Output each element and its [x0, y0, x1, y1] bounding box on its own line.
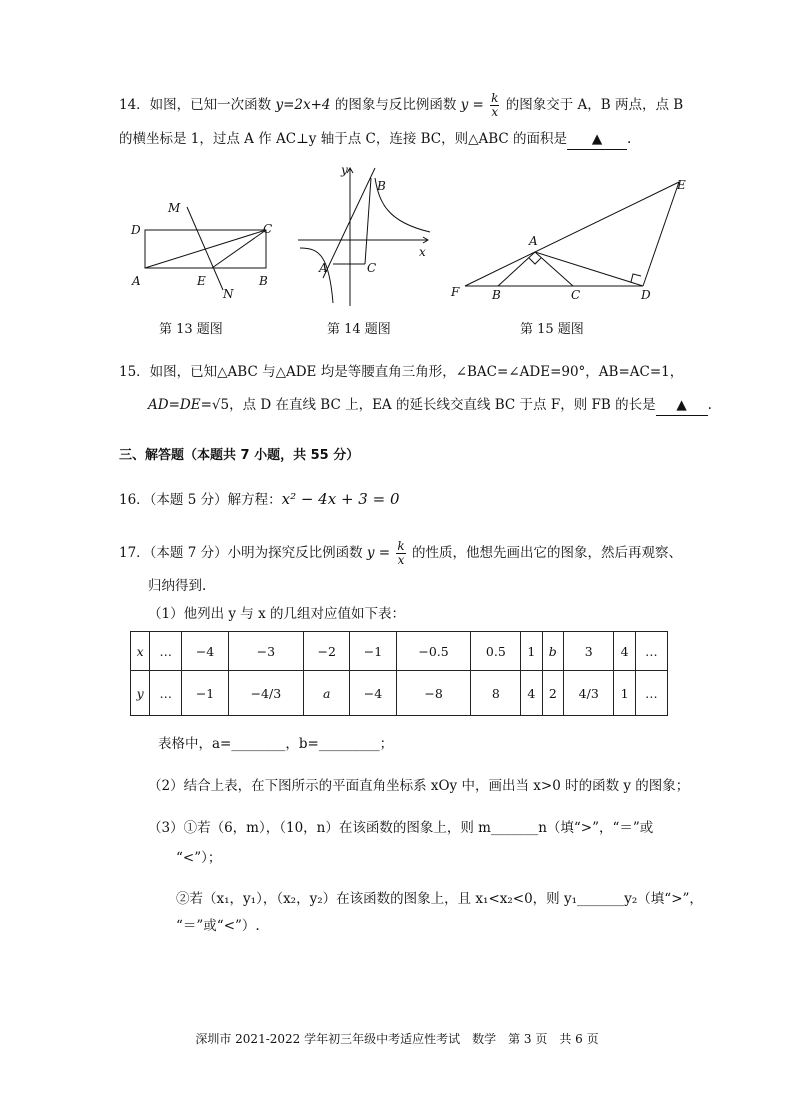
table-cell: −4/3	[228, 671, 303, 716]
table-cell: −4	[182, 632, 228, 671]
q15-sqrt5: √5	[211, 397, 230, 413]
fig13-label-e: E	[197, 274, 206, 288]
fig13-label-d: D	[131, 223, 141, 237]
q14-text-line2: 的横坐标是 1，过点 A 作 AC⊥y 轴于点 C，连接 BC，则△ABC 的面积是	[119, 131, 568, 147]
fig14-label-b: B	[377, 179, 386, 193]
fig13-caption: 第 13 题图	[159, 322, 223, 337]
q17-text-a: 17．（本题 7 分）小明为探究反比例函数	[119, 545, 367, 561]
table-cell: …	[635, 671, 667, 716]
fig13-label-m: M	[168, 201, 181, 215]
figure-15	[445, 172, 695, 307]
fig14-segment-bc	[365, 178, 371, 264]
table-cell: −1	[350, 632, 396, 671]
q14-line1	[119, 92, 683, 119]
fig13-segment-ec	[212, 230, 266, 268]
table-cell: −1	[182, 671, 228, 716]
q15-text-b: ，点 D 在直线 BC 上，EA 的延长线交直线 BC 于点 F，则 FB 的长是	[229, 397, 656, 413]
q17-part1: （1）他列出 y 与 x 的几组对应值如下表：	[148, 606, 405, 622]
q14-frac-num: k	[491, 91, 499, 105]
q16-equation: x² − 4x + 3 = 0	[281, 490, 400, 508]
table-cell: …	[635, 632, 667, 671]
table-cell: 2	[542, 671, 563, 716]
q17-part3-line3: ②若（x₁，y₁），（x₂，y₂）在该函数的图象上，且 x₁<x₂<0，则 y₁_______y₂（填“>”，	[176, 891, 703, 907]
fig15-right-angle-a	[529, 258, 541, 264]
q17-frac-den: x	[397, 553, 405, 567]
q15-line2	[148, 395, 712, 416]
fig14-label-y: y	[341, 163, 348, 177]
q17-part2: （2）结合上表，在下图所示的平面直角坐标系 xOy 中，画出当 x>0 时的函数 y 的图象；	[148, 778, 690, 794]
q14-line2	[119, 129, 631, 150]
section-3-title: 三、解答题（本题共 7 小题，共 55 分）	[119, 448, 360, 463]
q14-end: .	[627, 131, 632, 147]
figure-13	[125, 195, 285, 305]
fig14-label-x: x	[419, 245, 426, 259]
q15-answer-blank[interactable]	[656, 395, 708, 416]
q17-fraction-k-over-x	[396, 540, 405, 567]
q14-text-a: 14．如图，已知一次函数	[119, 97, 276, 113]
table-cell: 8	[471, 671, 521, 716]
q15-line1: 15．如图，已知△ABC 与△ADE 均是等腰直角三角形，∠BAC=∠ADE=90°，AB=AC=1，	[119, 364, 684, 380]
table-cell: x	[131, 632, 150, 671]
table-cell: …	[150, 671, 182, 716]
fig15-caption: 第 15 题图	[520, 322, 584, 337]
q17-ab-blanks: 表格中，a=________，b=_________；	[158, 736, 394, 752]
table-cell: 4/3	[564, 671, 614, 716]
q17-part3-line4: “＝”或“<”）.	[176, 918, 260, 934]
q14-y-eq: y =	[460, 97, 484, 113]
q17-frac-num: k	[397, 539, 405, 553]
fig15-label-e: E	[677, 178, 686, 192]
table-row-y	[131, 671, 668, 716]
fig13-label-c: C	[263, 222, 273, 236]
table-cell: 1	[614, 671, 635, 716]
table-cell: −0.5	[396, 632, 471, 671]
q16-prefix: 16．（本题 5 分）解方程：	[119, 492, 282, 508]
fig15-label-c: C	[571, 288, 581, 302]
fig15-segment-ab	[498, 252, 535, 286]
table-cell: 4	[614, 632, 635, 671]
q17-line2: 归纳得到.	[148, 578, 207, 594]
q17-part3-line1: （3）①若（6，m），（10，n）在该函数的图象上，则 m_______n（填“>”，“＝”或	[148, 820, 654, 836]
blank-triangle-icon: ▲	[676, 397, 687, 413]
fig15-label-d: D	[641, 288, 651, 302]
fig15-line-fe	[465, 182, 679, 286]
q15-end: .	[707, 397, 712, 413]
q17-text-b: 的性质，他想先画出它的图象，然后再观察、	[407, 545, 682, 561]
table-row-x	[131, 632, 668, 671]
q14-text-c: 的图象与反比例函数	[330, 97, 461, 113]
fig13-label-b: B	[259, 274, 268, 288]
q14-answer-blank[interactable]	[567, 129, 627, 150]
q15-ad-de: AD=DE=	[148, 397, 212, 413]
fig15-label-f: F	[451, 285, 460, 299]
table-cell: −8	[396, 671, 471, 716]
table-cell: −4	[350, 671, 396, 716]
table-cell: −3	[228, 632, 303, 671]
fig14-label-c: C	[367, 261, 377, 275]
fig15-label-a: A	[529, 234, 538, 248]
blank-triangle-icon: ▲	[591, 131, 603, 147]
fig13-label-n: N	[223, 287, 234, 301]
q17-y-eq: y =	[366, 545, 391, 561]
fig15-label-b: B	[492, 288, 501, 302]
fig15-segment-ac	[535, 252, 573, 286]
table-cell: 0.5	[471, 632, 521, 671]
fig15-segment-ad	[535, 252, 643, 286]
table-cell: −2	[304, 632, 350, 671]
q17-part3-line2: “<”）；	[176, 850, 222, 866]
figure-14	[295, 160, 440, 310]
q17-value-table	[130, 631, 668, 716]
q14-fraction-k-over-x	[490, 92, 499, 119]
q14-linear-function: y=2x+4	[275, 97, 331, 113]
q16-line	[119, 489, 400, 510]
table-cell: 1	[521, 632, 542, 671]
table-cell: 3	[564, 632, 614, 671]
fig14-caption: 第 14 题图	[327, 322, 391, 337]
fig13-label-a: A	[132, 274, 141, 288]
fig15-right-angle-d	[631, 274, 641, 282]
q14-frac-den: x	[491, 105, 499, 119]
table-cell: …	[150, 632, 182, 671]
fig15-segment-ed	[643, 182, 679, 286]
fig14-hyperbola-q3	[300, 248, 333, 303]
fig14-label-a: A	[319, 261, 328, 275]
q14-text-d: 的图象交于 A，B 两点，点 B	[501, 97, 684, 113]
q17-line1	[119, 540, 682, 567]
table-cell: 4	[521, 671, 542, 716]
table-cell: a	[304, 671, 350, 716]
page-footer: 深圳市 2021-2022 学年初三年级中考适应性考试 数学 第 3 页 共 6 页	[195, 1032, 599, 1046]
table-cell: b	[542, 632, 563, 671]
table-cell: y	[131, 671, 150, 716]
